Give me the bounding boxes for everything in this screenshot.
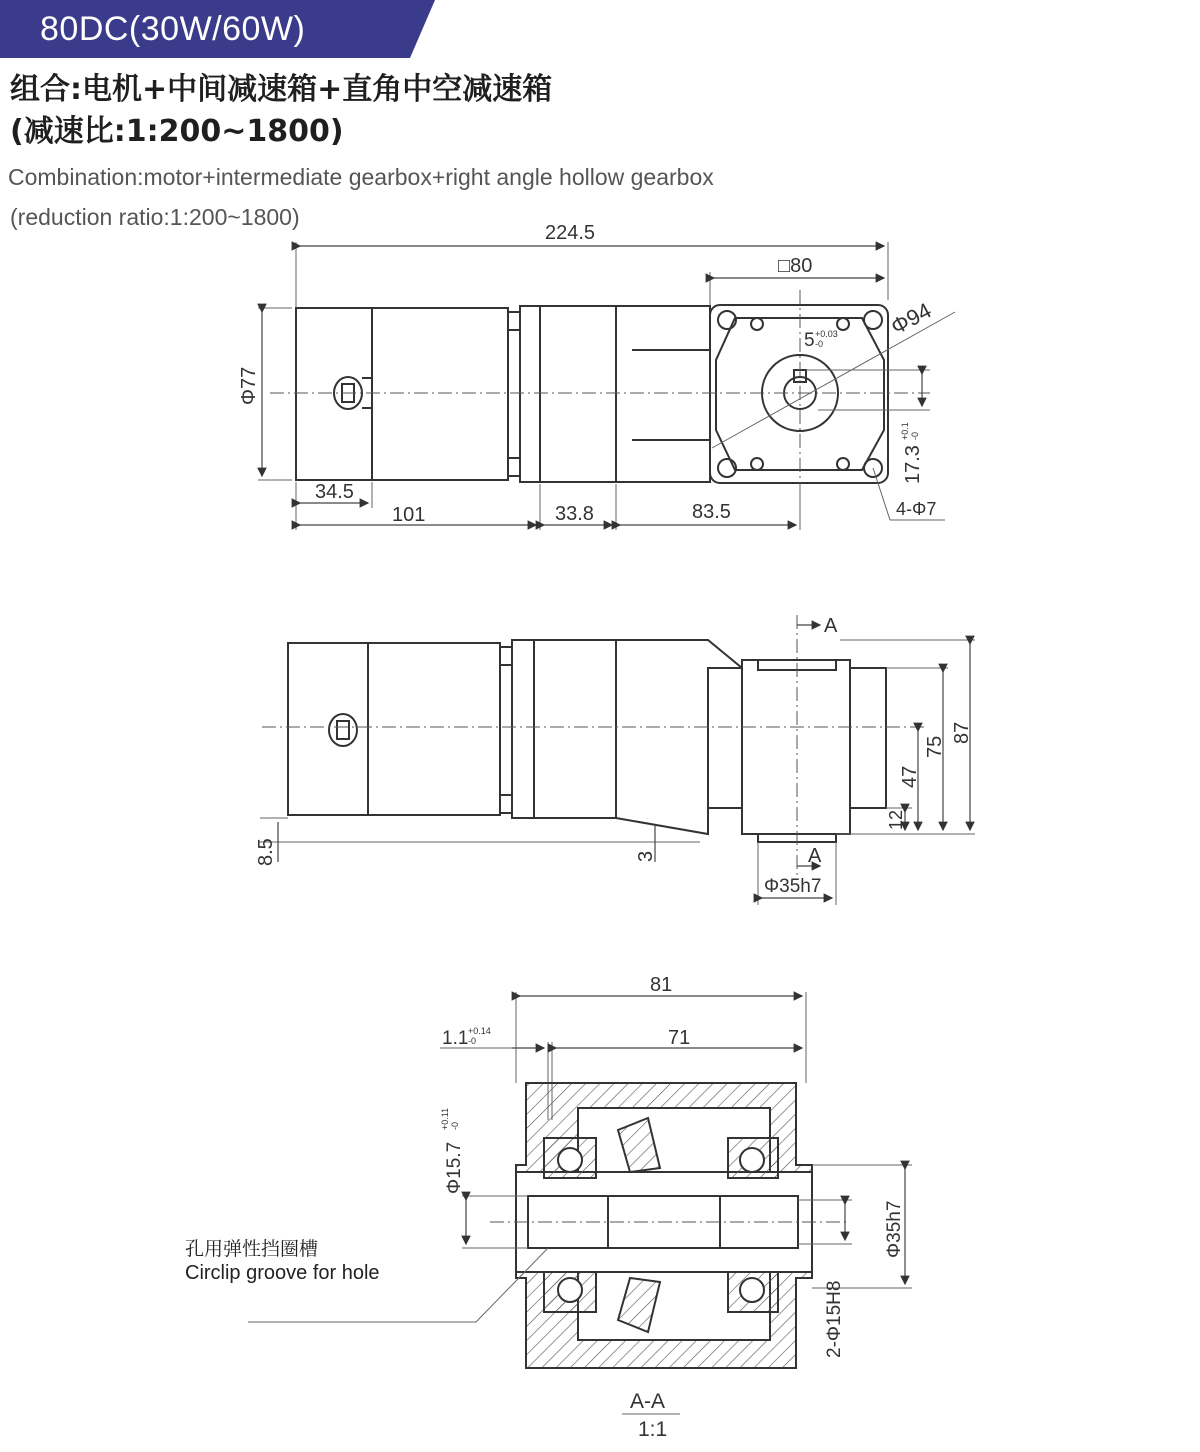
dim-height-overall: 87 [951, 721, 973, 744]
gearbox-square-face [710, 305, 888, 483]
title-en-line1: Combination:motor+intermediate gearbox+right angle hollow gearbox [8, 164, 714, 190]
dim-key-height: 17.3 [902, 445, 924, 484]
dim-square-size: □80 [778, 255, 813, 277]
dim-groove-width: 1.1 [442, 1028, 469, 1049]
dim-bore-15-7: Φ15.7 [444, 1141, 465, 1194]
dim-gearbox-length: 83.5 [692, 501, 731, 523]
svg-text:-0: -0 [815, 339, 824, 349]
dim-width-71: 71 [668, 1027, 691, 1049]
dim-height-47: 47 [899, 765, 921, 788]
dim-motor-length: 101 [392, 504, 426, 526]
dim-flange-diameter: Φ94 [886, 297, 936, 340]
svg-text:+0.11: +0.11 [440, 1107, 450, 1130]
svg-text:-0: -0 [450, 1121, 460, 1130]
dim-height-75: 75 [924, 735, 946, 758]
svg-text:+0.03: +0.03 [815, 329, 838, 339]
section-mark-bottom: A [808, 845, 822, 867]
svg-text:-0: -0 [910, 431, 920, 440]
dim-bore-15h8: 2-Φ15H8 [824, 1280, 845, 1358]
svg-text:+0.1: +0.1 [900, 422, 910, 440]
dim-offset-left: 8.5 [255, 838, 277, 866]
model-title: 80DC(30W/60W) [40, 10, 306, 48]
dim-height-12: 12 [886, 809, 906, 830]
dim-motor-tail: 34.5 [315, 481, 354, 503]
dim-motor-diameter: Φ77 [238, 366, 260, 405]
dim-overall-length: 224.5 [545, 222, 596, 244]
section-view [248, 974, 912, 1441]
svg-text:-0: -0 [468, 1036, 477, 1046]
svg-text:+0.14: +0.14 [468, 1026, 491, 1036]
note-circlip-en: Circlip groove for hole [185, 1262, 380, 1284]
note-circlip-cn: 孔用弹性挡圈槽 [185, 1238, 319, 1260]
section-mark-top: A [824, 615, 838, 637]
motor-body [372, 308, 508, 480]
dim-intermediate-length: 33.8 [555, 503, 594, 525]
side-view [255, 615, 975, 905]
title-en-line2: (reduction ratio:1:200~1800) [10, 204, 300, 230]
section-scale: 1:1 [638, 1418, 668, 1441]
dim-key-width: 5 [804, 330, 815, 351]
intermediate-gearbox [540, 306, 616, 482]
section-label: A-A [630, 1390, 666, 1413]
dim-mounting-holes: 4-Φ7 [896, 499, 937, 519]
top-view [238, 222, 955, 530]
dim-offset-3: 3 [635, 850, 657, 862]
dim-bore-35h7: Φ35h7 [884, 1200, 905, 1258]
dim-shaft-diameter: Φ35h7 [764, 876, 822, 897]
dim-width-81: 81 [650, 974, 673, 996]
title-cn-line2: (减速比:1:200~1800) [10, 114, 344, 149]
title-cn-line1: 组合:电机+中间减速箱+直角中空减速箱 [10, 72, 553, 107]
